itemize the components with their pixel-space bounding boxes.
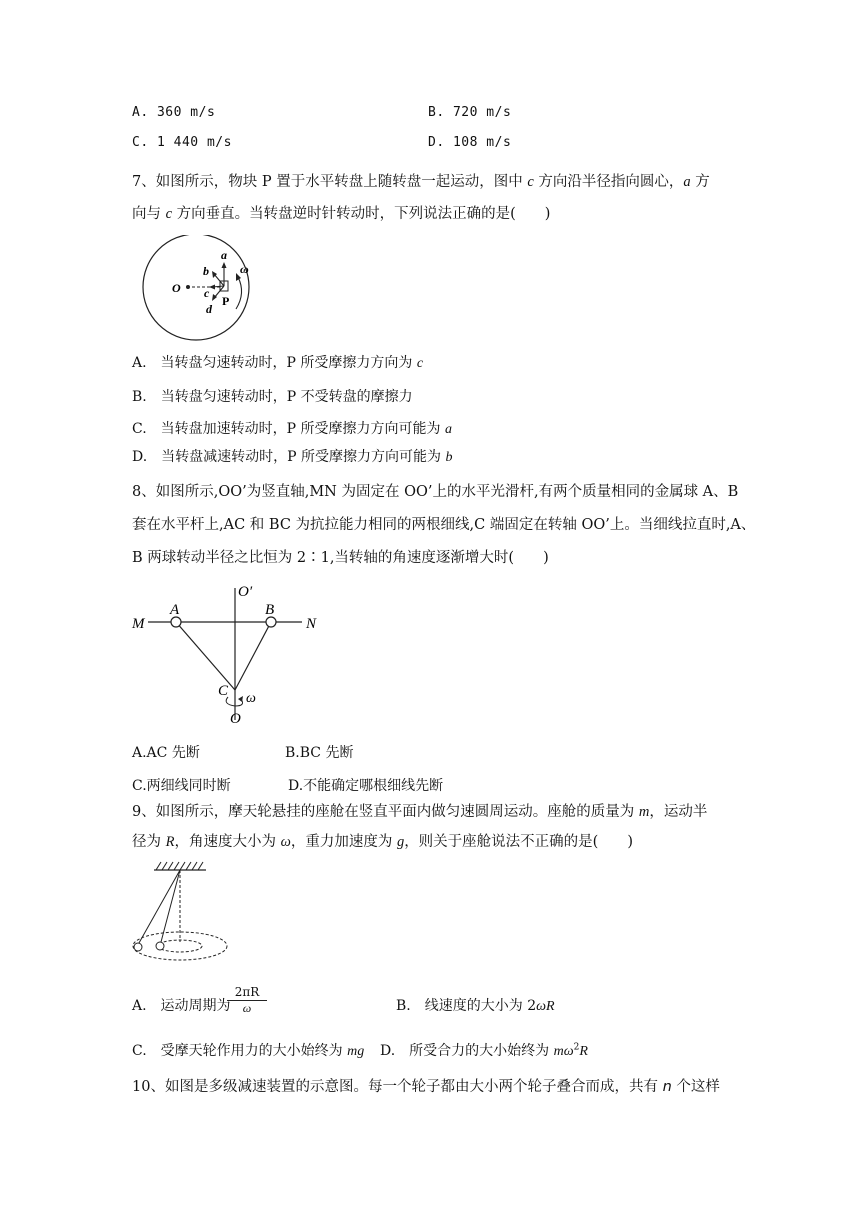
label-b: b: [203, 264, 209, 278]
label-p: P: [222, 294, 230, 308]
q7-option-c: C. 当转盘加速转动时，P 所受摩擦力方向可能为 a: [132, 421, 452, 437]
q6-option-c: C. 1 440 m/s: [132, 135, 232, 150]
q7-option-d: D. 当转盘减速转动时，P 所受摩擦力方向可能为 b: [132, 449, 453, 465]
q7-stem-line1: 7、如图所示，物块 P 置于水平转盘上随转盘一起运动，图中 c 方向沿半径指向圆心，a 方: [132, 174, 710, 190]
turntable-circle: [143, 235, 249, 340]
q8-option-a: A.AC 先断: [132, 745, 200, 761]
q9-option-c: C. 受摩天轮作用力的大小始终为 mg: [132, 1043, 365, 1059]
label-o: O: [172, 281, 181, 295]
label-omega: ω: [240, 262, 249, 276]
q8-option-d: D.不能确定哪根细线先断: [288, 778, 444, 794]
q9-option-a: A. 运动周期为: [132, 998, 231, 1014]
q8-stem-line1: 8、如图所示,OO’为竖直轴,MN 为固定在 OO’上的水平光滑杆,有两个质量相同的金属球 A、B: [132, 484, 739, 500]
label-c: C: [218, 683, 229, 699]
ball-b: [266, 617, 276, 627]
label-a: A: [170, 602, 180, 618]
rotation-arrow: [236, 277, 242, 309]
label-o: O: [230, 711, 241, 725]
q9-conical-pendulum-figure: [130, 858, 240, 973]
ball-outer: [134, 943, 142, 951]
q9-option-b: B. 线速度的大小为 2ωR: [396, 998, 555, 1014]
label-omega: ω: [246, 691, 256, 706]
q9-stem-line1: 9、如图所示，摩天轮悬挂的座舱在竖直平面内做匀速圆周运动。座舱的质量为 m，运动半: [132, 804, 708, 820]
q6-option-d: D. 108 m/s: [428, 135, 512, 150]
q7-turntable-figure: [130, 235, 260, 345]
fraction-numerator: 2πR: [227, 985, 267, 1001]
q8-option-b: B.BC 先断: [285, 745, 354, 761]
q6-option-b: B. 720 m/s: [428, 105, 512, 120]
string-bc: [235, 622, 271, 690]
arrow-b: [214, 274, 224, 286]
q8-stem-line2: 套在水平杆上,AC 和 BC 为抗拉能力相同的两根细线,C 端固定在转轴 OO’上。当细线拉直时,A、: [132, 517, 756, 533]
string-inner: [161, 870, 180, 942]
center-point: [186, 285, 190, 289]
label-n: N: [306, 616, 317, 632]
q9-option-a-fraction: [227, 985, 267, 1016]
q7-stem-line2: 向与 c 方向垂直。当转盘逆时针转动时，下列说法正确的是( ): [132, 206, 551, 222]
label-a: a: [221, 248, 227, 262]
q7-option-a: A. 当转盘匀速转动时，P 所受摩擦力方向为 c: [132, 355, 424, 371]
q7-option-b: B. 当转盘匀速转动时，P 不受转盘的摩擦力: [132, 389, 413, 405]
ball-inner: [156, 942, 164, 950]
label-b: B: [265, 602, 275, 618]
q9-option-d: D. 所受合力的大小始终为 $m\omega^2R$: [380, 1042, 588, 1059]
q8-option-c: C.两细线同时断: [132, 778, 231, 794]
string-ac: [176, 622, 235, 690]
ball-a: [171, 617, 181, 627]
q9-stem-line2: 径为 R，角速度大小为 ω，重力加速度为 g，则关于座舱说法不正确的是( ): [132, 834, 634, 850]
label-c: c: [204, 286, 210, 300]
q10-stem-line1: 10、如图是多级减速装置的示意图。每一个轮子都由大小两个轮子叠合而成，共有 n 个这样: [132, 1079, 720, 1095]
label-m: M: [132, 616, 145, 632]
q6-option-a: A. 360 m/s: [132, 105, 216, 120]
q8-rod-figure: [130, 580, 330, 725]
label-d: d: [206, 302, 212, 316]
q8-stem-line3: B 两球转动半径之比恒为 2∶1,当转轴的角速度逐渐增大时( ): [132, 550, 549, 566]
fraction-denominator: ω: [242, 1001, 252, 1015]
ceiling-hatch: [156, 862, 203, 870]
label-o-prime: O′: [238, 584, 253, 600]
